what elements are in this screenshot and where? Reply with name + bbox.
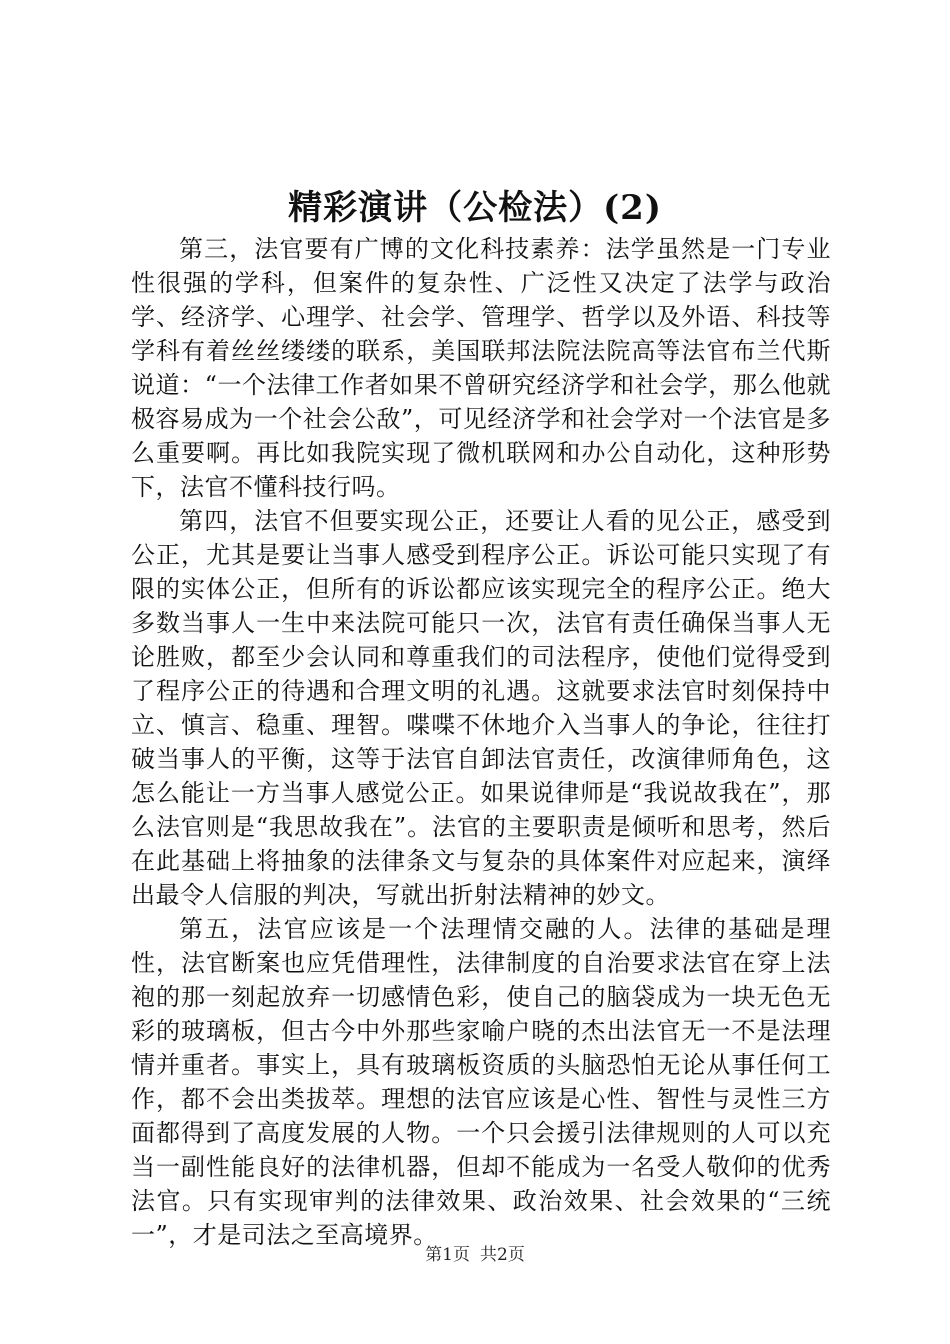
page-number-total: 共2页 xyxy=(480,1245,525,1265)
paragraph-fourth-point: 第四，法官不但要实现公正，还要让人看的见公正，感受到公正，尤其是要让当事人感受到程序公正。诉讼可能只实现了有限的实体公正，但所有的诉讼都应该实现完全的程序公正。绝大多数当事人一生中来法院可能只一次，法官有责任确保当事人无论胜败，都至少会认同和尊重我们的司法程序，使他们觉得受到了程序公正的待遇和合理文明的礼遇。这就要求法官时刻保持中立、慎言、稳重、理智。喋喋不休地介入当事人的争论，往往打破当事人的平衡，这等于法官自卸法官责任，改演律师角色，这怎么能让一方当事人感觉公正。如果说律师是“我说故我在”，那么法官则是“我思故我在”。法官的主要职责是倾听和思考，然后在此基础上将抽象的法律条文与复杂的具体案件对应起来，演绎出最令人信服的判决，写就出折射法精神的妙文。 xyxy=(131,507,831,909)
page-footer xyxy=(0,1244,950,1266)
page-number-current: 第1页 xyxy=(425,1245,470,1265)
paragraph-fifth-point: 第五，法官应该是一个法理情交融的人。法律的基础是理性，法官断案也应凭借理性，法律制度的自治要求法官在穿上法袍的那一刻起放弃一切感情色彩，使自己的脑袋成为一块无色无彩的玻璃板，但古今中外那些家喻户晓的杰出法官无一不是法理情并重者。事实上，具有玻璃板资质的头脑恐怕无论从事任何工作，都不会出类拔萃。理想的法官应该是心性、智性与灵性三方面都得到了高度发展的人物。一个只会援引法律规则的人可以充当一副性能良好的法律机器，但却不能成为一名受人敬仰的优秀法官。只有实现审判的法律效果、政治效果、社会效果的“三统一”，才是司法之至高境界。 xyxy=(131,915,831,1249)
document-title: 精彩演讲（公检法）(2) xyxy=(288,188,662,228)
document-body xyxy=(131,232,831,1252)
paragraph-third-point: 第三，法官要有广博的文化科技素养：法学虽然是一门专业性很强的学科，但案件的复杂性、广泛性又决定了法学与政治学、经济学、心理学、社会学、管理学、哲学以及外语、科技等学科有着丝丝缕缕的联系，美国联邦法院法院高等法官布兰代斯说道：“一个法律工作者如果不曾研究经济学和社会学，那么他就极容易成为一个社会公敌”，可见经济学和社会学对一个法官是多么重要啊。再比如我院实现了微机联网和办公自动化，这种形势下，法官不懂科技行吗。 xyxy=(131,235,831,501)
